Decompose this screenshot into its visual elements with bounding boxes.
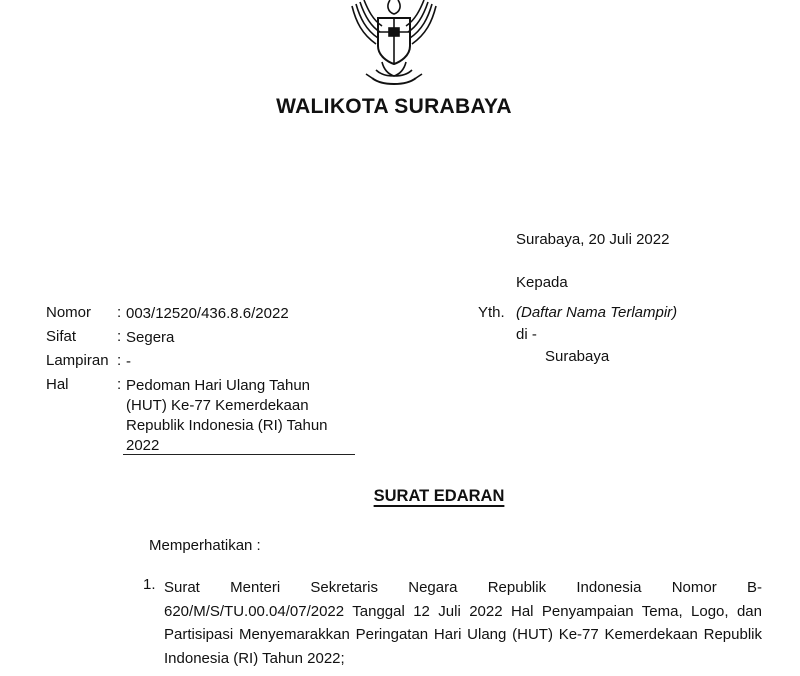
list-item-number: 1. [143,576,156,593]
meta-hal-line: (HUT) Ke-77 Kemerdekaan [126,397,309,414]
list-item-text: 620/M/S/TU.00.04/07/2022 Tanggal 12 Juli 2022 Hal Penyampaian Tema, Logo, dan Partisipasi Menyemarakkan Peringatan Hari Ulang (HUT) Ke-77 Kemerdekaan Republik Indonesia (RI) Tahun 2022; [164,602,762,667]
intro-text: Memperhatikan : [149,537,261,554]
meta-nomor-value: 003/12520/436.8.6/2022 [126,305,289,322]
page-title: WALIKOTA SURABAYA [276,95,512,118]
meta-hal-label: Hal [46,376,69,393]
garuda-emblem-icon [338,0,450,88]
meta-hal-colon: : [117,376,122,393]
recipient-kepada: Kepada [516,274,568,291]
meta-hal-line: Republik Indonesia (RI) Tahun [126,417,328,434]
recipient-name: (Daftar Nama Terlampir) [516,304,678,321]
meta-nomor-label: Nomor [46,304,92,321]
list-item [164,576,762,670]
meta-lampiran-label: Lampiran [46,352,109,369]
meta-nomor-colon: : [117,304,122,321]
meta-hal-line: 2022 [126,437,160,454]
recipient-yth: Yth. [478,304,505,321]
meta-sifat-label: Sifat [46,328,77,345]
meta-lampiran-value: - [126,353,131,370]
meta-sifat-colon: : [117,328,122,345]
meta-lampiran-colon: : [117,352,122,369]
meta-divider [123,454,355,455]
place-date: Surabaya, 20 Juli 2022 [516,231,670,248]
meta-hal-line: Pedoman Hari Ulang Tahun [126,377,311,394]
recipient-di: di - [516,326,537,343]
meta-hal-value [126,376,366,456]
list-item-first-line: Surat Menteri Sekretaris Negara Republik Indonesia Nomor B- [164,579,762,596]
recipient-city: Surabaya [545,348,610,365]
meta-sifat-value: Segera [126,329,175,346]
document-title: SURAT EDARAN [373,487,505,505]
